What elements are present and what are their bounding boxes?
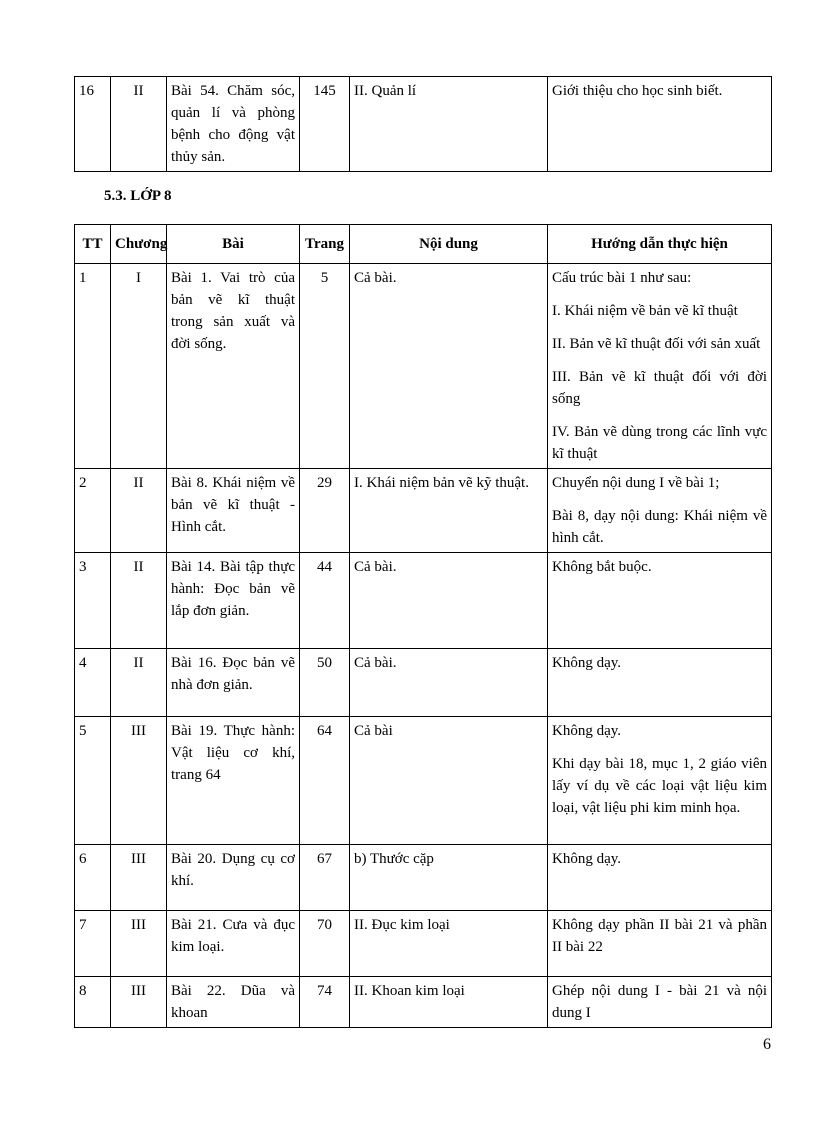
- cell-trang: 64: [300, 717, 350, 845]
- cell-bai: Bài 8. Khái niệm về bản vẽ kĩ thuật - Hình cắt.: [167, 469, 300, 553]
- cell-tt: 5: [75, 717, 111, 845]
- cell-chuong: III: [111, 717, 167, 845]
- cell-chuong: III: [111, 911, 167, 977]
- cell-huong-dan: [548, 845, 772, 911]
- cell-tt: 8: [75, 977, 111, 1028]
- table-row: [75, 264, 772, 469]
- cell-noi-dung: II. Quản lí: [350, 77, 548, 172]
- header-trang: Trang: [300, 225, 350, 264]
- table-row: [75, 649, 772, 717]
- huong-dan-line: Không dạy.: [552, 655, 622, 671]
- cell-chuong: III: [111, 977, 167, 1028]
- cell-bai: Bài 14. Bài tập thực hành: Đọc bản vẽ lắp đơn giản.: [167, 553, 300, 649]
- curriculum-table: [74, 224, 772, 1028]
- table-row: [75, 469, 772, 553]
- cell-huong-dan: [548, 553, 772, 649]
- table-row: [75, 77, 772, 172]
- cell-noi-dung: I. Khái niệm bản vẽ kỹ thuật.: [350, 469, 548, 553]
- huong-dan-line: Khi dạy bài 18, mục 1, 2 giáo viên lấy ví dụ về các loại vật liệu kim loại, vật liệu phi kim minh họa.: [552, 756, 767, 816]
- table-row: [75, 717, 772, 845]
- header-noi-dung: Nội dung: [350, 225, 548, 264]
- table-header-row: [75, 225, 772, 264]
- huong-dan-line: Bài 8, dạy nội dung: Khái niệm về hình cắt.: [552, 508, 767, 546]
- table-row: [75, 553, 772, 649]
- page-number: 6: [763, 1036, 771, 1053]
- huong-dan-line: Chuyển nội dung I về bài 1;: [552, 475, 720, 491]
- cell-noi-dung: Cả bài.: [350, 649, 548, 717]
- cell-trang: 145: [300, 77, 350, 172]
- cell-noi-dung: II. Đục kim loại: [350, 911, 548, 977]
- cell-noi-dung: b) Thước cặp: [350, 845, 548, 911]
- cell-noi-dung: Cả bài: [350, 717, 548, 845]
- cell-bai: Bài 54. Chăm sóc, quản lí và phòng bệnh cho động vật thủy sản.: [167, 77, 300, 172]
- cell-huong-dan: [548, 469, 772, 553]
- cell-chuong: II: [111, 77, 167, 172]
- cell-chuong: II: [111, 649, 167, 717]
- cell-tt: 3: [75, 553, 111, 649]
- table-row: [75, 845, 772, 911]
- cell-tt: 1: [75, 264, 111, 469]
- section-title: 5.3. LỚP 8: [104, 188, 172, 204]
- huong-dan-line: Không dạy.: [552, 723, 622, 739]
- cell-bai: Bài 21. Cưa và đục kim loại.: [167, 911, 300, 977]
- huong-dan-line: III. Bản vẽ kĩ thuật đối với đời sống: [552, 369, 767, 407]
- cell-chuong: III: [111, 845, 167, 911]
- huong-dan-line: Không dạy phần II bài 21 và phần II bài 22: [552, 917, 767, 955]
- cell-huong-dan: [548, 717, 772, 845]
- huong-dan-line: IV. Bản vẽ dùng trong các lĩnh vực kĩ thuật: [552, 424, 767, 462]
- cell-chuong: I: [111, 264, 167, 469]
- cell-huong-dan: [548, 649, 772, 717]
- cell-tt: 2: [75, 469, 111, 553]
- cell-bai: Bài 20. Dụng cụ cơ khí.: [167, 845, 300, 911]
- huong-dan-line: II. Bản vẽ kĩ thuật đối với sản xuất: [552, 336, 761, 352]
- cell-chuong: II: [111, 469, 167, 553]
- cell-huong-dan: Giới thiệu cho học sinh biết.: [548, 77, 772, 172]
- huong-dan-line: Không bắt buộc.: [552, 559, 652, 575]
- cell-noi-dung: Cả bài.: [350, 553, 548, 649]
- cell-bai: Bài 1. Vai trò của bản vẽ kĩ thuật trong sản xuất và đời sống.: [167, 264, 300, 469]
- huong-dan-line: Cấu trúc bài 1 như sau:: [552, 270, 692, 286]
- cell-trang: 50: [300, 649, 350, 717]
- header-chuong: Chương: [111, 225, 167, 264]
- cell-tt: 7: [75, 911, 111, 977]
- cell-tt: 6: [75, 845, 111, 911]
- cell-trang: 74: [300, 977, 350, 1028]
- cell-trang: 44: [300, 553, 350, 649]
- cell-trang: 5: [300, 264, 350, 469]
- cell-noi-dung: Cả bài.: [350, 264, 548, 469]
- table-row: [75, 911, 772, 977]
- cell-huong-dan: [548, 264, 772, 469]
- cell-chuong: II: [111, 553, 167, 649]
- cell-tt: 4: [75, 649, 111, 717]
- huong-dan-line: I. Khái niệm về bản vẽ kĩ thuật: [552, 303, 738, 319]
- header-tt: TT: [75, 225, 111, 264]
- cell-tt: 16: [75, 77, 111, 172]
- cell-huong-dan: [548, 911, 772, 977]
- cell-trang: 29: [300, 469, 350, 553]
- cell-trang: 67: [300, 845, 350, 911]
- cell-bai: Bài 19. Thực hành: Vật liệu cơ khí, trang 64: [167, 717, 300, 845]
- header-bai: Bài: [167, 225, 300, 264]
- cell-bai: Bài 22. Dũa và khoan: [167, 977, 300, 1028]
- header-huong-dan: Hướng dẫn thực hiện: [548, 225, 772, 264]
- cell-bai: Bài 16. Đọc bản vẽ nhà đơn giản.: [167, 649, 300, 717]
- cell-trang: 70: [300, 911, 350, 977]
- previous-table-fragment: [74, 76, 772, 172]
- table-row: [75, 977, 772, 1028]
- cell-huong-dan: [548, 977, 772, 1028]
- huong-dan-line: Không dạy.: [552, 851, 622, 867]
- cell-noi-dung: II. Khoan kim loại: [350, 977, 548, 1028]
- huong-dan-line: Ghép nội dung I - bài 21 và nội dung I: [552, 983, 767, 1021]
